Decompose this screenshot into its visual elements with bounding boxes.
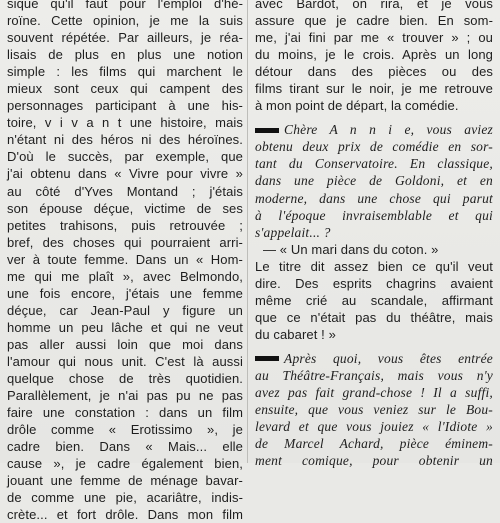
text-line: du moins, je le crois. Après un long — [255, 47, 493, 63]
text-line: Après quoi, vous êtes entrée — [255, 350, 493, 367]
text-line: lisais de plus en plus une notion — [7, 47, 243, 63]
paragraph-comedy — [255, 0, 493, 114]
text-line: cause », je cadre également bien, — [7, 456, 243, 472]
text-line: dire. Des esprits chagrins avaient — [255, 275, 493, 291]
text-line: films tirant sur le noir, je me retrouve — [255, 81, 493, 97]
text-line: déçue, car Jean-Paul y figure un — [7, 302, 243, 318]
text-line: me, j'ai fini par me « trouver » ; ou — [255, 30, 493, 46]
text-line: petites trahisons, puis retrouvée ; — [7, 217, 243, 233]
text-line: au Théâtre-Français, mais vous n'y — [255, 367, 493, 383]
text-line: s'appelait... ? — [255, 224, 331, 240]
text-line: j'ai obtenu dans « Vivre pour vivre » — [7, 166, 243, 182]
text-line: me qui me plaît », avec Belmondo, — [7, 268, 243, 284]
text-line: homme un peu lâche et qui ne veut — [7, 319, 243, 335]
text-line: bref, des choses qui pourraient arri- — [7, 234, 243, 250]
text-line: détour dans des pièces ou des — [255, 64, 493, 80]
text-line: de Marcel Achard, pièce éminem- — [255, 436, 493, 452]
text-line: à mon point de départ, la comédie. — [255, 98, 459, 114]
text-line: faire une constation : dans un film — [7, 405, 243, 421]
text-line: D'où le succès, par exemple, que — [7, 149, 243, 165]
text-line: son épouse déçue, victime de ses — [7, 200, 243, 216]
right-column — [255, 0, 493, 469]
left-column — [7, 0, 243, 523]
text-line: souvent répétée. Par ailleurs, je réa- — [7, 30, 243, 46]
text-line: une fois encore, j'étais une femme — [7, 285, 243, 301]
text-line: obtenu deux prix de comédie en sor- — [255, 139, 493, 155]
text-line: mieux sont ceux qui campent des — [7, 81, 243, 97]
question-dash-icon — [255, 356, 279, 361]
text-line: que ce n'était pas du théâtre, mais — [255, 309, 493, 325]
text-line: cadre bien. Dans « Mais... elle — [7, 439, 243, 455]
text-line: même crié au scandale, affirmant — [255, 292, 493, 308]
text-line: assure que je cadre bien. En som- — [255, 13, 493, 29]
text-line: roïne. Cette opinion, je me la suis — [7, 13, 243, 29]
text-line: tant du Conservatoire. En classique, — [255, 156, 493, 172]
text-line: du cabaret ! » — [255, 326, 336, 342]
text-line: moderne, dans une chose qui parut — [255, 190, 493, 206]
text-line: l'amour qui nous unit. C'est là aussi — [7, 353, 243, 369]
text-line: jouant une femme de ménage bavar- — [7, 473, 243, 489]
text-line: de comme une pie, acariâtre, indis- — [7, 490, 243, 506]
text-line: crète... et fort drôle. Dans mon film — [7, 507, 243, 523]
column-divider — [247, 0, 248, 463]
interview-question-2 — [255, 350, 493, 469]
text-line: simple : les films qui marchent le — [7, 64, 243, 80]
text-line: avec Bardot, on rira, et je vous — [255, 0, 493, 11]
interview-question-1 — [255, 121, 493, 240]
text-line: quelque chose de très quotidien. — [7, 371, 243, 387]
text-line: avez pas fait grand-chose ! Il a suffi, — [255, 385, 493, 401]
text-line: au côté d'Yves Montand ; j'étais — [7, 183, 243, 199]
text-line: personnages participant à une his- — [7, 98, 243, 114]
text-line: ensuite, que vous veniez sur le Bou- — [255, 402, 493, 418]
question-dash-icon — [255, 128, 279, 133]
text-line: toire, v i v a n t une histoire, mais — [7, 115, 243, 131]
text-line: Parallèlement, je n'ai pas pu ne pas — [7, 388, 243, 404]
text-line: drôle comme « Erotissimo », je — [7, 422, 243, 438]
text-line: sique qu'il faut pour l'emploi d'hé- — [7, 0, 243, 11]
text-line: ver à toute femme. Dans un « Hom- — [7, 251, 243, 267]
text-line: pas aller aussi loin que moi dans — [7, 336, 243, 352]
text-line: — « Un mari dans du coton. » — [263, 241, 439, 257]
text-line: Le titre dit assez bien ce qu'il veut — [255, 258, 493, 274]
interview-answer-1 — [255, 241, 493, 343]
text-line: à l'époque invraisemblable et qui — [255, 207, 493, 223]
text-line: ment comique, pour obtenir un — [255, 453, 493, 469]
text-line: levard et que vous jouiez « l'Idiote » — [255, 419, 493, 435]
text-line: n'étant ni des héros ni des héroïnes. — [7, 132, 243, 148]
text-line: Chère A n n i e, vous aviez — [255, 121, 493, 138]
text-line: dans une pièce de Goldoni, et en — [255, 173, 493, 189]
